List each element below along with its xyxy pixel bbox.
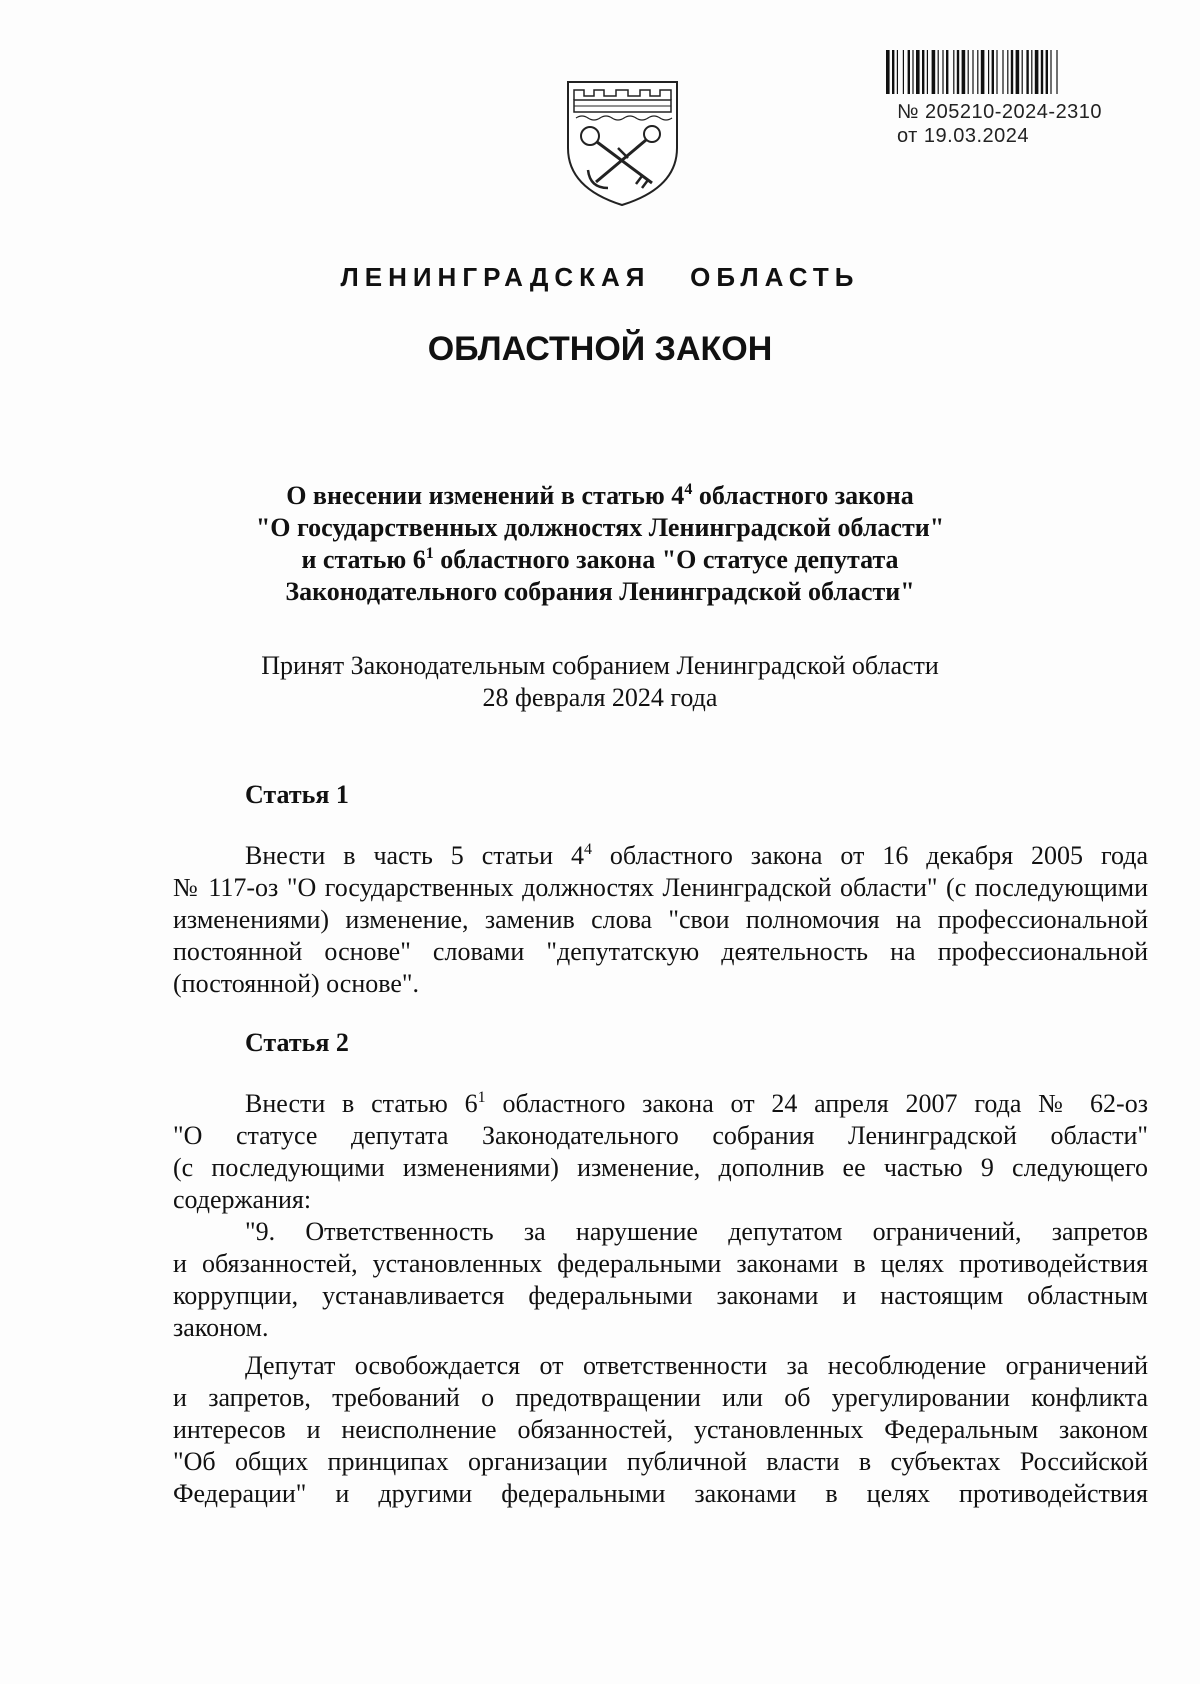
text-line: законом. (173, 1313, 269, 1342)
barcode-icon (886, 50, 1137, 94)
text-line: и запретов, требований о предотвращении или об урегулировании конфликта (173, 1383, 1148, 1412)
text-line: "Об общих принципах организации публичной власти в субъектах Российской (173, 1447, 1148, 1476)
text-line: "9. Ответственность за нарушение депутатом ограничений, запретов (245, 1217, 1148, 1246)
text-line: (постоянной) основе". (173, 969, 420, 998)
adoption-note (150, 650, 1050, 714)
text-line: "О статусе депутата Законодательного собрания Ленинградской области" (173, 1121, 1148, 1150)
adoption-date: 28 февраля 2024 года (482, 683, 718, 712)
text-line: Депутат освобождается от ответственности за несоблюдение ограничений (245, 1351, 1148, 1380)
registration-info (897, 100, 1102, 148)
text-line: и обязанностей, установленных федеральными законами в целях противодействия (173, 1249, 1148, 1278)
text-line: постоянной основе" словами "депутатскую деятельность на профессиональной (173, 937, 1148, 966)
registration-date: от 19.03.2024 (897, 125, 1029, 147)
text-line: изменениями) изменение, заменив слова "свои полномочия на профессиональной (173, 905, 1148, 934)
adoption-line: Принят Законодательным собранием Ленинградской области (261, 651, 939, 680)
law-title (150, 480, 1050, 608)
text-line: № 117-оз "О государственных должностях Ленинградской области" (с последующими (173, 873, 1148, 902)
text-line: интересов и неисполнение обязанностей, установленных Федеральным законом (173, 1415, 1148, 1444)
text-line: Федерации" и другими федеральными законами в целях противодействия (173, 1479, 1148, 1508)
text-line: Внести в часть 5 статьи $4^4$ областного закона от 16 декабря 2005 года (245, 841, 1148, 870)
title-line: О внесении изменений в статью $4^4$ областного закона (286, 481, 914, 510)
title-line: "О государственных должностях Ленинградской области" (255, 513, 945, 542)
registration-number: № 205210-2024-2310 (897, 101, 1103, 123)
article-2-heading: Статья 2 (245, 1028, 349, 1057)
law-type: ОБЛАСТНОЙ ЗАКОН (427, 330, 773, 368)
coat-of-arms-icon (560, 78, 685, 208)
article-1-text (173, 840, 1148, 1000)
text-line: Внести в статью $6^1$ областного закона от 24 апреля 2007 года № 62-оз (245, 1089, 1148, 1118)
text-line: (с последующими изменениями) изменение, дополнив ее частью 9 следующего (173, 1153, 1148, 1182)
title-line: и статью $6^1$ областного закона "О статусе депутата (301, 545, 899, 574)
region-name: ЛЕНИНГРАДСКАЯ ОБЛАСТЬ (340, 262, 860, 292)
title-line: Законодательного собрания Ленинградской области" (285, 577, 915, 606)
text-line: содержания: (173, 1185, 312, 1214)
article-1-heading: Статья 1 (245, 780, 349, 809)
article-2-text (173, 1088, 1148, 1510)
text-line: коррупции, устанавливается федеральными законами и настоящим областным (173, 1281, 1148, 1310)
